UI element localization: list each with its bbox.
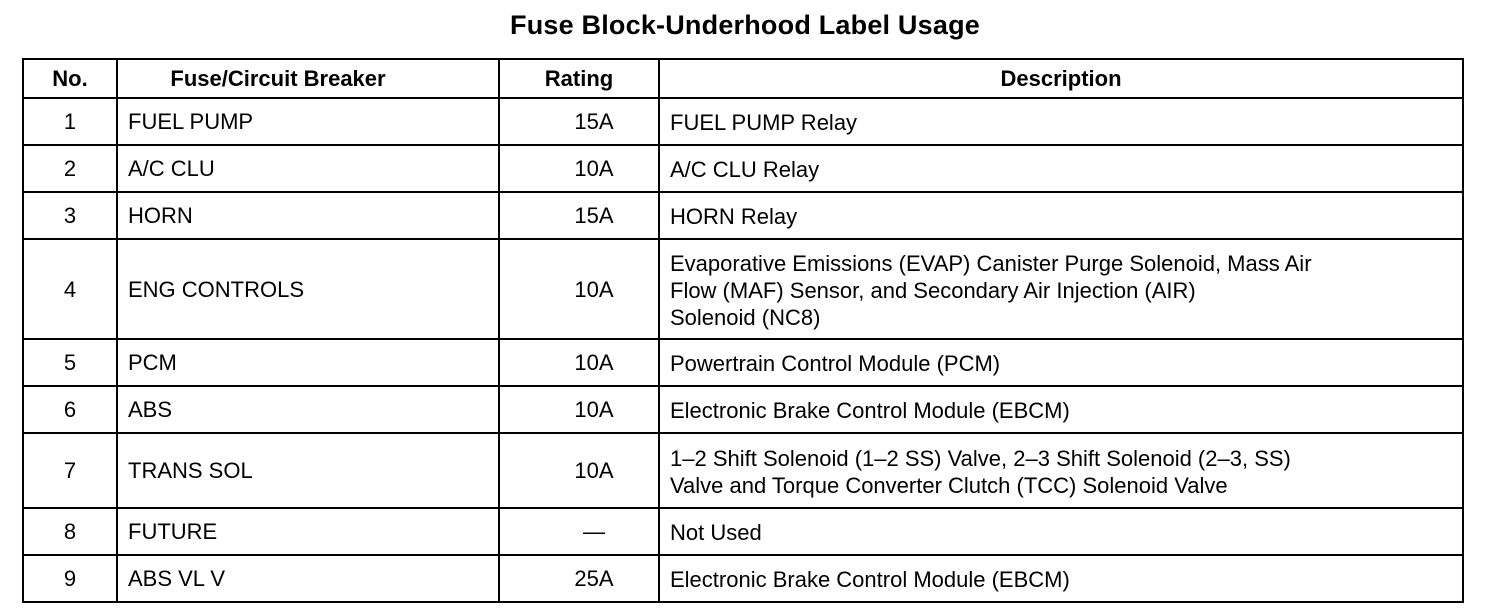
row-fuse: A/C CLU [117, 145, 499, 192]
row-description [659, 98, 1463, 145]
row-fuse: PCM [117, 339, 499, 386]
row-fuse: TRANS SOL [117, 433, 499, 508]
table-header-row [23, 59, 1463, 98]
table-row [23, 98, 1463, 145]
description-line: HORN Relay [670, 204, 798, 229]
row-rating: 10A [499, 339, 659, 386]
fuse-table [22, 58, 1464, 603]
description-line: Electronic Brake Control Module (EBCM) [670, 567, 1070, 592]
table-row [23, 239, 1463, 339]
row-rating: — [499, 508, 659, 555]
row-fuse: FUTURE [117, 508, 499, 555]
row-description [659, 508, 1463, 555]
row-description [659, 339, 1463, 386]
row-fuse: HORN [117, 192, 499, 239]
row-no: 8 [23, 508, 117, 555]
page-title: Fuse Block-Underhood Label Usage [510, 10, 980, 40]
row-no: 4 [23, 239, 117, 339]
row-rating: 10A [499, 239, 659, 339]
description-line: Electronic Brake Control Module (EBCM) [670, 398, 1070, 423]
row-rating: 10A [499, 386, 659, 433]
row-no: 2 [23, 145, 117, 192]
description-line: Solenoid (NC8) [670, 304, 821, 330]
column-header-fuse: Fuse/Circuit Breaker [117, 59, 499, 98]
table-row [23, 433, 1463, 508]
column-header-description: Description [659, 59, 1463, 98]
row-description [659, 145, 1463, 192]
row-description [659, 555, 1463, 602]
description-line: Powertrain Control Module (PCM) [670, 351, 1001, 376]
row-fuse: ABS [117, 386, 499, 433]
row-rating: 10A [499, 433, 659, 508]
row-description [659, 386, 1463, 433]
row-fuse: ENG CONTROLS [117, 239, 499, 339]
row-rating: 10A [499, 145, 659, 192]
row-fuse: ABS VL V [117, 555, 499, 602]
description-line: Not Used [670, 520, 762, 545]
row-description [659, 192, 1463, 239]
row-rating: 15A [499, 192, 659, 239]
row-no: 6 [23, 386, 117, 433]
table-row [23, 192, 1463, 239]
row-rating: 25A [499, 555, 659, 602]
row-description [659, 433, 1463, 508]
description-line: Evaporative Emissions (EVAP) Canister Purge Solenoid, Mass Air [670, 250, 1312, 276]
row-no: 3 [23, 192, 117, 239]
row-no: 1 [23, 98, 117, 145]
row-fuse: FUEL PUMP [117, 98, 499, 145]
description-line: 1–2 Shift Solenoid (1–2 SS) Valve, 2–3 Shift Solenoid (2–3, SS) [670, 445, 1291, 471]
row-no: 9 [23, 555, 117, 602]
description-line: Valve and Torque Converter Clutch (TCC) Solenoid Valve [670, 472, 1228, 498]
description-line: FUEL PUMP Relay [670, 110, 858, 135]
column-header-no: No. [23, 59, 117, 98]
description-line: Flow (MAF) Sensor, and Secondary Air Injection (AIR) [670, 277, 1196, 303]
row-no: 5 [23, 339, 117, 386]
table-row [23, 555, 1463, 602]
description-line: A/C CLU Relay [670, 157, 820, 182]
table-row [23, 386, 1463, 433]
column-header-rating: Rating [499, 59, 659, 98]
table-row [23, 145, 1463, 192]
row-rating: 15A [499, 98, 659, 145]
table-row [23, 508, 1463, 555]
table-row [23, 339, 1463, 386]
row-description [659, 239, 1463, 339]
row-no: 7 [23, 433, 117, 508]
